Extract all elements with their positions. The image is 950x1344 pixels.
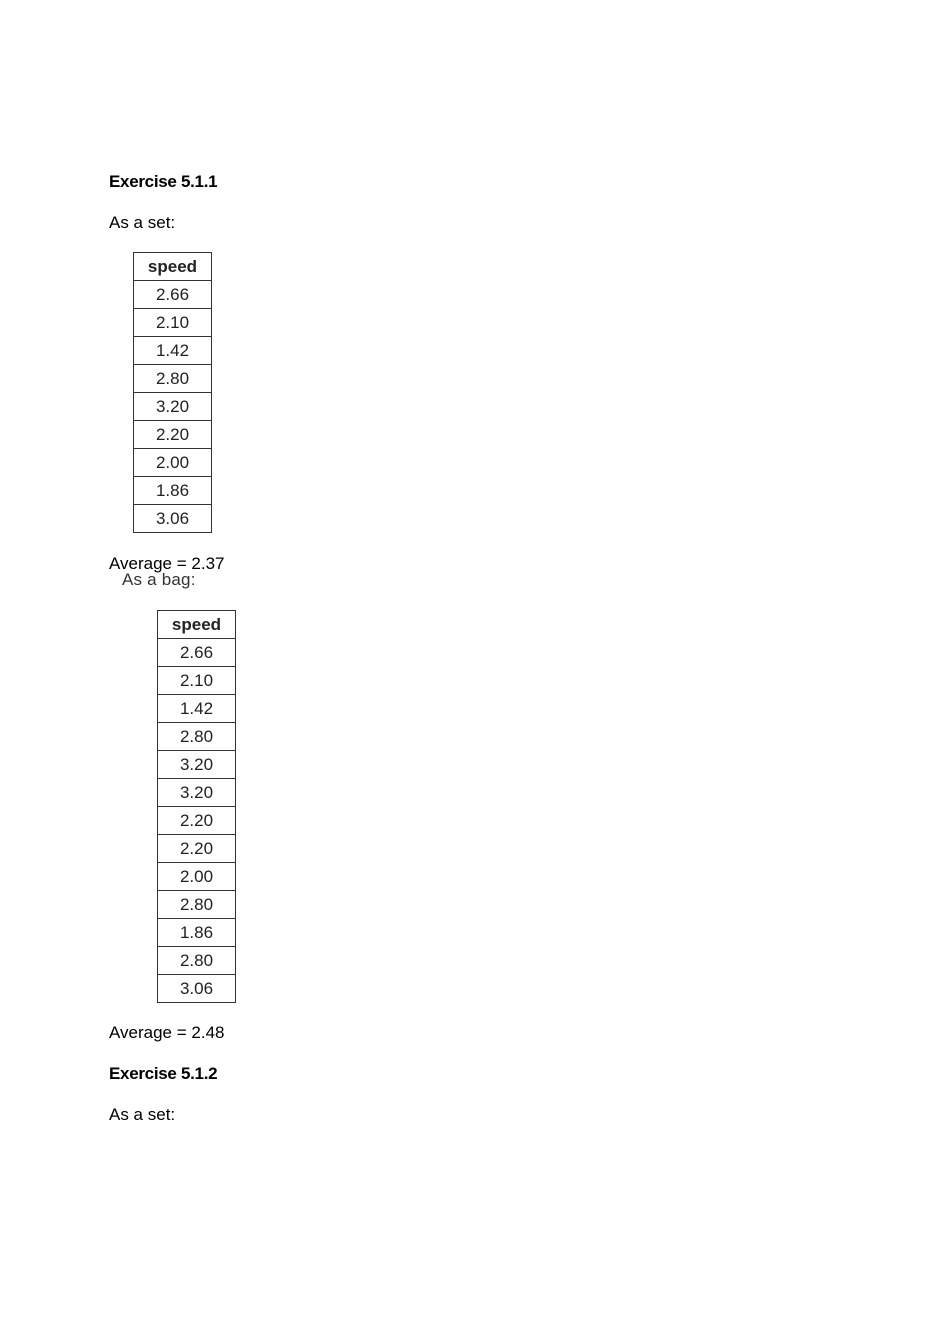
speed-cell: 2.10 <box>158 667 236 695</box>
speed-cell: 2.80 <box>158 723 236 751</box>
speed-cell: 2.00 <box>158 863 236 891</box>
bag-speed-table <box>157 610 236 1003</box>
set-speed-table <box>133 252 212 533</box>
speed-cell: 2.20 <box>158 807 236 835</box>
table-row <box>134 477 212 505</box>
speed-cell: 2.80 <box>158 947 236 975</box>
table-row <box>158 723 236 751</box>
speed-cell: 2.66 <box>134 281 212 309</box>
speed-cell: 2.20 <box>158 835 236 863</box>
speed-cell: 3.20 <box>134 393 212 421</box>
speed-cell: 3.06 <box>158 975 236 1003</box>
table-row <box>158 863 236 891</box>
table-row <box>158 667 236 695</box>
speed-cell: 1.42 <box>134 337 212 365</box>
table-row <box>158 779 236 807</box>
table-row <box>134 309 212 337</box>
speed-cell: 1.86 <box>158 919 236 947</box>
speed-cell: 1.42 <box>158 695 236 723</box>
table-row <box>134 337 212 365</box>
speed-cell: 2.10 <box>134 309 212 337</box>
speed-cell: 1.86 <box>134 477 212 505</box>
as-a-set-label: As a set: <box>109 213 176 232</box>
table-row <box>158 975 236 1003</box>
table-row <box>158 891 236 919</box>
as-a-bag-label: As a bag: <box>122 570 196 589</box>
speed-cell: 2.80 <box>158 891 236 919</box>
table-row <box>134 449 212 477</box>
table-row <box>158 639 236 667</box>
bag-average: Average = 2.48 <box>109 1023 225 1042</box>
table-row <box>158 835 236 863</box>
speed-cell: 2.80 <box>134 365 212 393</box>
column-header-speed: speed <box>158 611 236 639</box>
speed-cell: 2.20 <box>134 421 212 449</box>
table-row <box>134 281 212 309</box>
speed-cell: 3.06 <box>134 505 212 533</box>
speed-cell: 3.20 <box>158 779 236 807</box>
column-header-speed: speed <box>134 253 212 281</box>
speed-cell: 2.66 <box>158 639 236 667</box>
set-average: Average = 2.37 <box>109 554 225 573</box>
as-a-set-label-2: As a set: <box>109 1105 176 1124</box>
speed-cell: 3.20 <box>158 751 236 779</box>
table-row <box>134 393 212 421</box>
table-row <box>158 695 236 723</box>
speed-cell: 2.00 <box>134 449 212 477</box>
exercise-heading-5-1-1: Exercise 5.1.1 <box>109 172 218 191</box>
table-row <box>134 365 212 393</box>
table-row <box>158 751 236 779</box>
table-row <box>158 919 236 947</box>
table-row <box>134 505 212 533</box>
table-row <box>158 947 236 975</box>
table-row <box>158 807 236 835</box>
exercise-heading-5-1-2: Exercise 5.1.2 <box>109 1064 218 1083</box>
table-row <box>134 421 212 449</box>
